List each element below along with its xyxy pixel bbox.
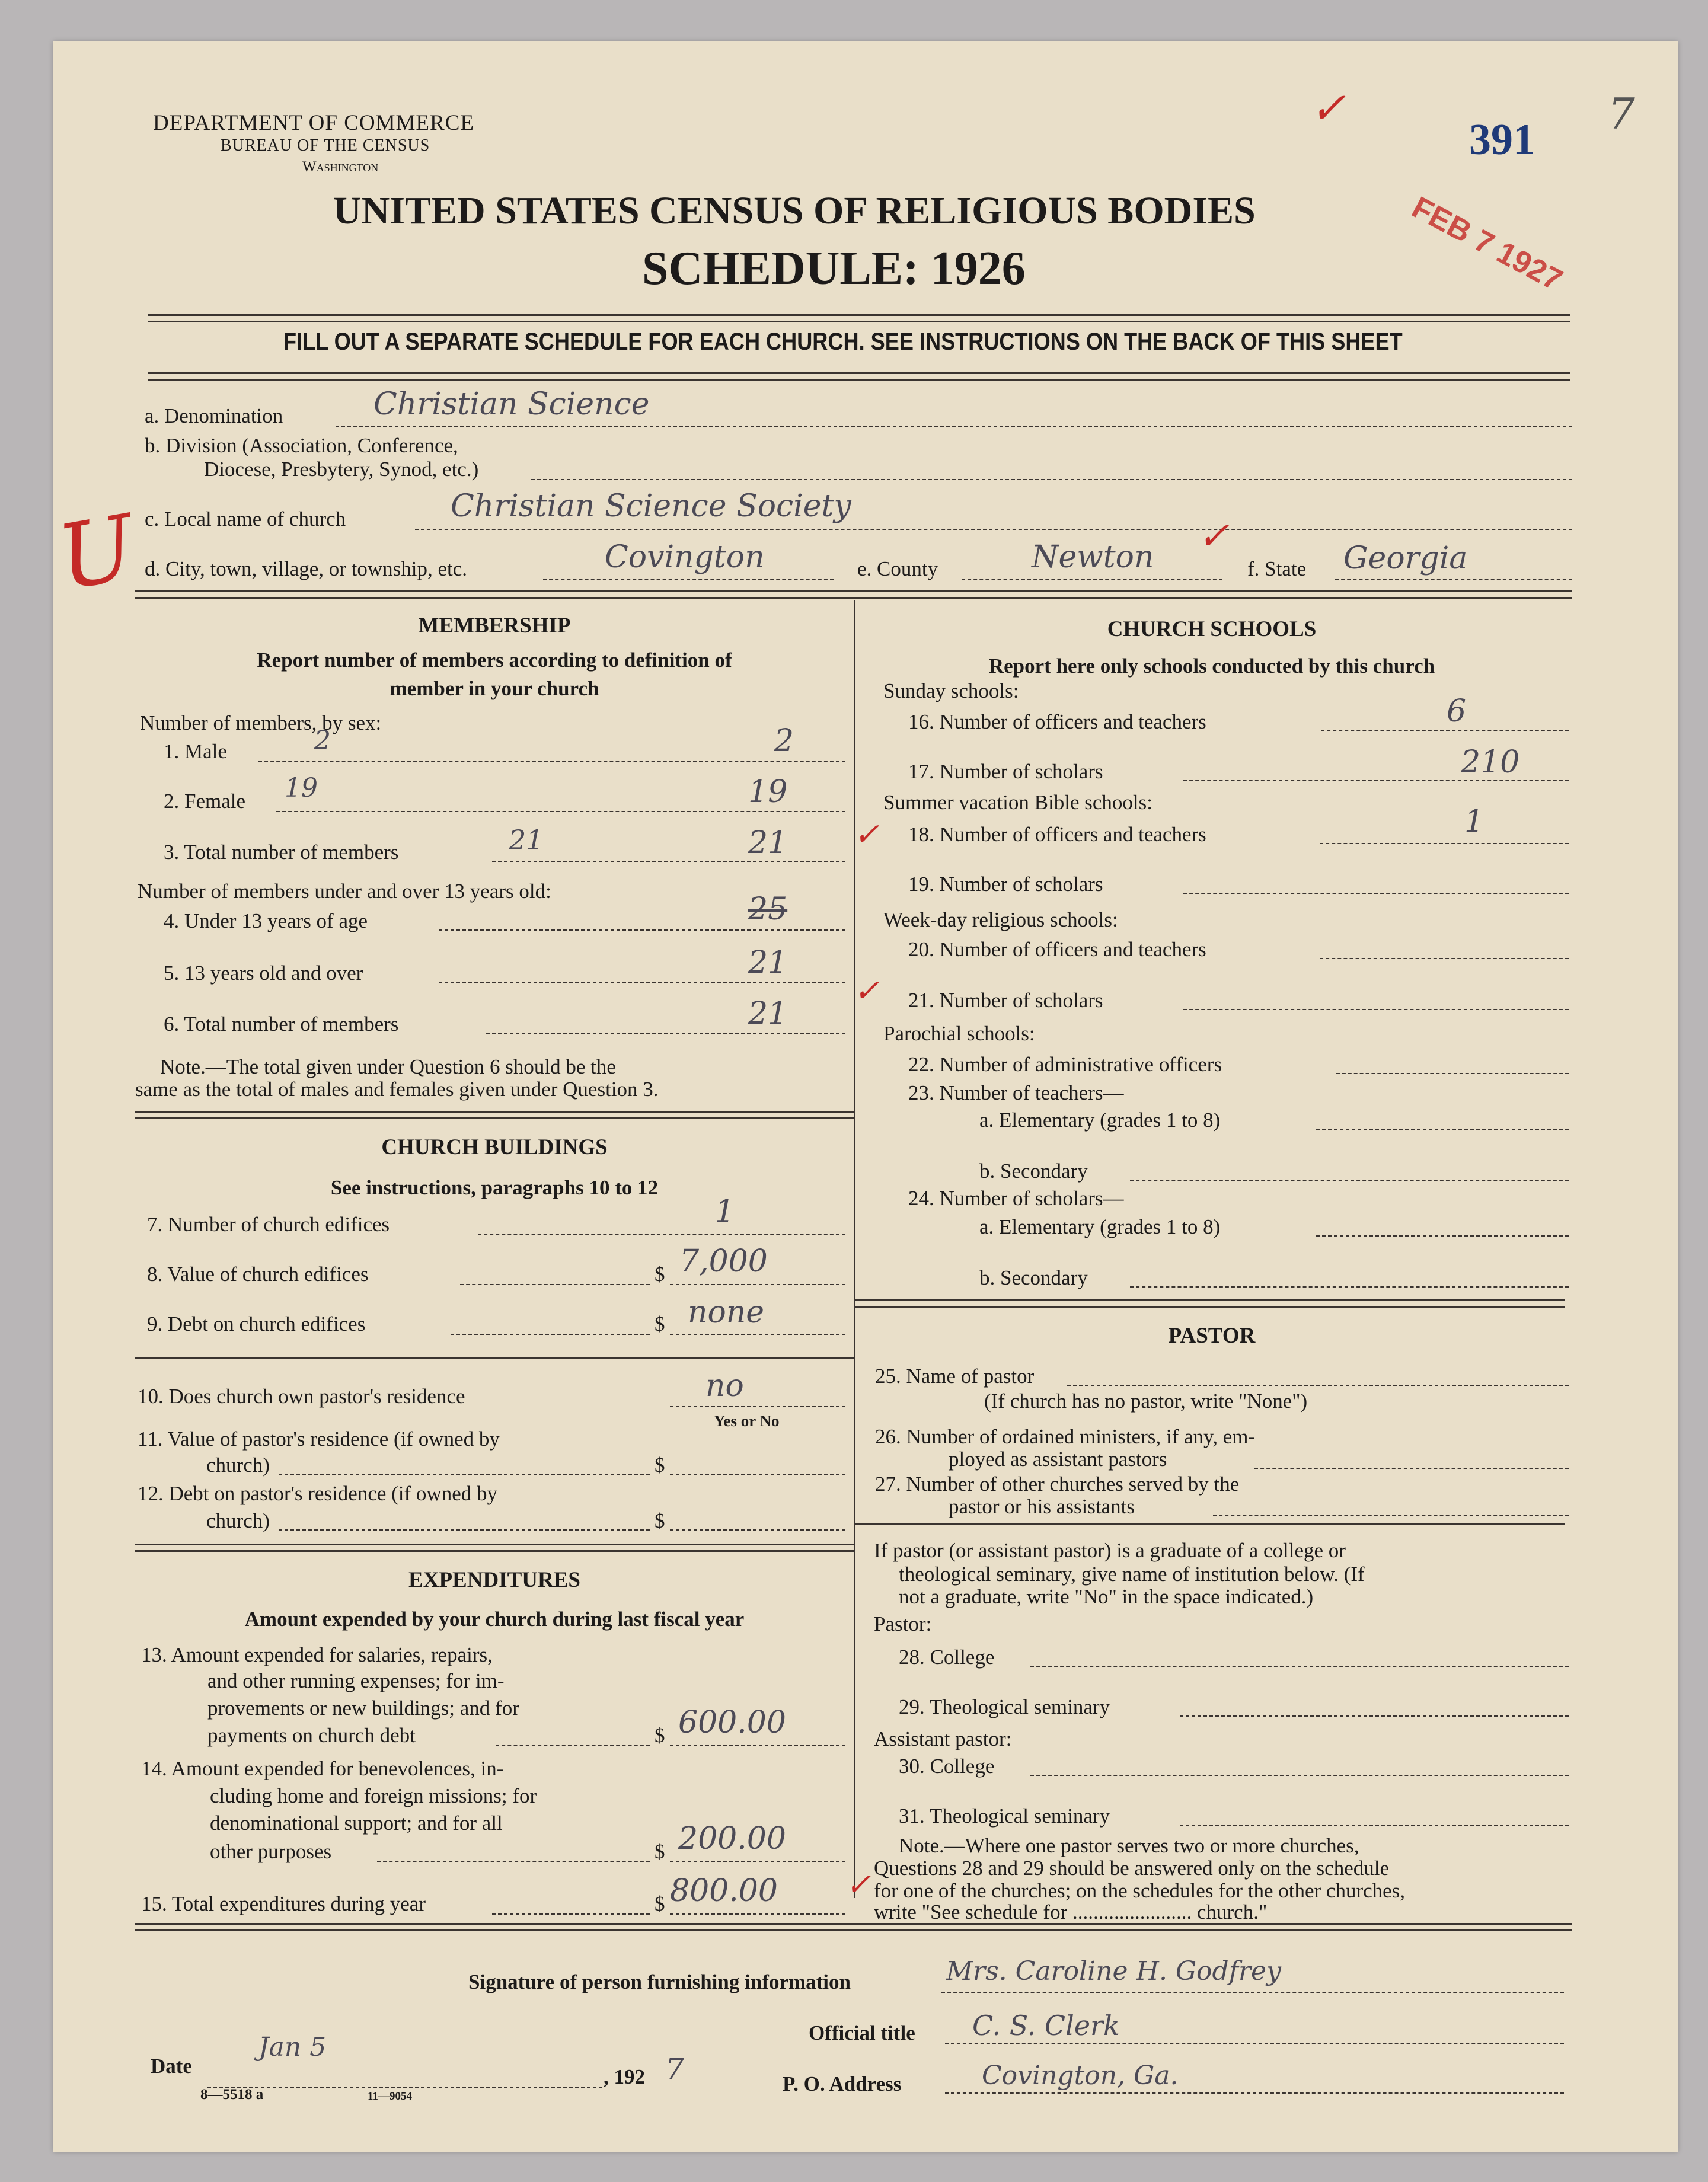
q27-line xyxy=(1213,1515,1569,1516)
q1-male-label: 1. Male xyxy=(164,740,227,763)
q26-label-2: ployed as assistant pastors xyxy=(949,1448,1167,1471)
q23a-line xyxy=(1316,1129,1569,1130)
buildings-heading: CHURCH BUILDINGS xyxy=(381,1135,608,1159)
q8-dollar: $ xyxy=(655,1263,665,1286)
date-label: Date xyxy=(151,2055,192,2078)
county-line xyxy=(962,579,1222,580)
membership-rule xyxy=(135,1111,854,1119)
q14-label-3: denominational support; and for all xyxy=(210,1812,503,1835)
bottom-rule xyxy=(135,1923,1572,1931)
q19-line xyxy=(1183,893,1569,894)
po-address-value[interactable]: Covington, Ga. xyxy=(982,2060,1179,2091)
official-title-line xyxy=(945,2043,1564,2044)
q2-female-value[interactable]: 19 xyxy=(748,774,788,810)
schools-sub: Report here only schools conducted by this church xyxy=(988,654,1435,678)
q9-amount-line xyxy=(670,1334,845,1335)
sunday-schools-label: Sunday schools: xyxy=(883,679,1019,702)
membership-heading: MEMBERSHIP xyxy=(418,614,571,638)
q18-label: 18. Number of officers and teachers xyxy=(908,823,1206,846)
form-number: 8—5518 a xyxy=(200,2087,264,2103)
q20-label: 20. Number of officers and teachers xyxy=(908,938,1206,961)
year-prefix: , 192 xyxy=(604,2065,645,2088)
bureau-city: Washington xyxy=(302,159,379,175)
signature-label: Signature of person furnishing information xyxy=(468,1970,851,1993)
q12-dollar: $ xyxy=(655,1509,665,1532)
division-line xyxy=(531,479,1572,480)
weekday-schools-label: Week-day religious schools: xyxy=(883,908,1118,931)
check-mark-top: ✓ xyxy=(1310,83,1346,133)
q25-label: 25. Name of pastor xyxy=(875,1365,1035,1388)
q8-label: 8. Value of church edifices xyxy=(147,1263,369,1286)
q16-line xyxy=(1321,730,1569,731)
buildings-rule xyxy=(135,1544,854,1552)
form-title: UNITED STATES CENSUS OF RELIGIOUS BODIES xyxy=(333,189,1256,232)
q12-label-1: 12. Debt on pastor's residence (if owned by xyxy=(138,1482,497,1505)
q13-line xyxy=(496,1745,650,1746)
official-title-value[interactable]: C. S. Clerk xyxy=(972,2010,1120,2042)
q6-line xyxy=(486,1033,845,1034)
membership-sub-1: Report number of members according to definition of xyxy=(257,648,732,672)
local-name-line xyxy=(415,529,1572,530)
q26-label-1: 26. Number of ordained ministers, if any, em- xyxy=(875,1425,1256,1448)
q14-amount-line xyxy=(670,1861,845,1862)
q22-label: 22. Number of administrative officers xyxy=(908,1053,1222,1076)
header-rule-top xyxy=(148,314,1570,322)
q14-label-4: other purposes xyxy=(210,1840,332,1863)
po-address-line xyxy=(945,2092,1564,2094)
county-label: e. County xyxy=(857,557,938,580)
q3-total-value[interactable]: 21 xyxy=(748,825,788,861)
graduate-note-1: If pastor (or assistant pastor) is a graduate of a college or xyxy=(874,1539,1346,1562)
q29-line xyxy=(1180,1715,1569,1717)
pastor-note-1: Note.—Where one pastor serves two or more churches, xyxy=(899,1834,1359,1857)
q3-line xyxy=(492,861,845,862)
q5-line xyxy=(439,982,845,983)
q15-line xyxy=(492,1913,650,1915)
pastor-sublabel: Pastor: xyxy=(874,1612,932,1635)
q31-line xyxy=(1180,1825,1569,1826)
under-over-label: Number of members under and over 13 years old: xyxy=(138,880,551,903)
denomination-value[interactable]: Christian Science xyxy=(373,386,650,422)
expenditures-heading: EXPENDITURES xyxy=(408,1568,580,1592)
q23b-label: b. Secondary xyxy=(979,1159,1088,1183)
q23a-label: a. Elementary (grades 1 to 8) xyxy=(979,1108,1221,1132)
q9-value[interactable]: none xyxy=(688,1295,765,1330)
q7-label: 7. Number of church edifices xyxy=(147,1213,390,1236)
q23b-line xyxy=(1130,1180,1569,1181)
q24a-line xyxy=(1316,1235,1569,1237)
q8-value[interactable]: 7,000 xyxy=(679,1244,768,1279)
q5-over13-value[interactable]: 21 xyxy=(748,945,788,980)
city-value[interactable]: Covington xyxy=(605,539,765,575)
q15-amount-line xyxy=(670,1913,845,1915)
q18-line xyxy=(1320,843,1569,844)
members-by-sex-label: Number of members, by sex: xyxy=(140,711,382,734)
q10-label: 10. Does church own pastor's residence xyxy=(138,1385,465,1408)
q9-label: 9. Debt on church edifices xyxy=(147,1312,366,1336)
q7-line xyxy=(478,1234,845,1235)
q22-line xyxy=(1336,1073,1569,1074)
signature-value[interactable]: Mrs. Caroline H. Godfrey xyxy=(946,1956,1281,1986)
q15-value[interactable]: 800.00 xyxy=(670,1873,778,1909)
graduate-note-3: not a graduate, write "No" in the space indicated.) xyxy=(899,1585,1314,1608)
q6-check-mark: ✓ xyxy=(854,973,880,1009)
q8-amount-line xyxy=(670,1284,845,1285)
q4-line xyxy=(439,929,845,931)
q29-label: 29. Theological seminary xyxy=(899,1695,1110,1718)
graduate-note-2: theological seminary, give name of institution below. (If xyxy=(899,1563,1365,1586)
q13-label-1: 13. Amount expended for salaries, repairs, xyxy=(141,1643,493,1666)
q5-over13-label: 5. 13 years old and over xyxy=(164,961,363,985)
q31-label: 31. Theological seminary xyxy=(899,1804,1110,1828)
corner-mark: 7 xyxy=(1608,89,1635,139)
q17-value[interactable]: 210 xyxy=(1461,745,1520,780)
q11-line xyxy=(279,1474,650,1475)
division-label-cont: Diocese, Presbytery, Synod, etc.) xyxy=(204,458,479,481)
q14-label-2: cluding home and foreign missions; for xyxy=(210,1784,537,1807)
q11-amount-line xyxy=(670,1474,845,1475)
schools-heading: CHURCH SCHOOLS xyxy=(1107,617,1317,641)
county-check-mark: ✓ xyxy=(1198,515,1230,558)
yes-no-hint: Yes or No xyxy=(714,1412,780,1430)
q11-dollar: $ xyxy=(655,1453,665,1477)
q6-total-label: 6. Total number of members xyxy=(164,1012,399,1036)
q28-label: 28. College xyxy=(899,1646,995,1669)
header-rule-bottom xyxy=(148,372,1570,381)
pastor-note-4: write "See schedule for ....................... church." xyxy=(874,1900,1268,1924)
state-value[interactable]: Georgia xyxy=(1343,541,1468,576)
expenditures-sub: Amount expended by your church during last fiscal year xyxy=(244,1608,745,1631)
local-name-value[interactable]: Christian Science Society xyxy=(451,488,851,524)
q12-line xyxy=(279,1529,650,1531)
q23-label: 23. Number of teachers— xyxy=(908,1081,1124,1104)
print-number: 11—9054 xyxy=(368,2090,412,2103)
year-digit[interactable]: 7 xyxy=(665,2052,684,2087)
division-label: b. Division (Association, Conference, xyxy=(145,434,458,457)
q28-line xyxy=(1030,1666,1569,1667)
pastor-note-2: Questions 28 and 29 should be answered only on the schedule xyxy=(874,1857,1390,1880)
signature-line xyxy=(941,1992,1564,1993)
local-name-label: c. Local name of church xyxy=(145,507,346,531)
margin-u-mark: U xyxy=(50,496,143,611)
q1-line xyxy=(258,761,845,762)
buildings-sub: See instructions, paragraphs 10 to 12 xyxy=(330,1176,659,1199)
q12-label-2: church) xyxy=(206,1509,270,1532)
q1-male-pre: 2 xyxy=(314,726,331,756)
stamp-number: 391 xyxy=(1469,116,1535,164)
q30-label: 30. College xyxy=(899,1755,995,1778)
denomination-line xyxy=(336,426,1572,427)
q27-label-2: pastor or his assistants xyxy=(949,1495,1135,1518)
q14-dollar: $ xyxy=(655,1840,665,1863)
column-divider xyxy=(854,600,855,1898)
q7-value[interactable]: 1 xyxy=(715,1194,735,1229)
q13-label-2: and other running expenses; for im- xyxy=(207,1669,505,1692)
po-address-label: P. O. Address xyxy=(783,2072,902,2095)
denomination-label: a. Denomination xyxy=(145,404,283,427)
county-value[interactable]: Newton xyxy=(1032,539,1154,575)
membership-note-1: Note.—The total given under Question 6 should be the xyxy=(160,1055,616,1078)
q24-label: 24. Number of scholars— xyxy=(908,1187,1124,1210)
q11-label-1: 11. Value of pastor's residence (if owned by xyxy=(138,1427,500,1451)
q8-line xyxy=(460,1284,650,1285)
q9-rule xyxy=(135,1357,854,1359)
q18-value[interactable]: 1 xyxy=(1464,804,1484,839)
official-title-label: Official title xyxy=(809,2021,915,2044)
q25-note: (If church has no pastor, write "None") xyxy=(984,1389,1308,1413)
date-value[interactable]: Jan 5 xyxy=(258,2032,327,2062)
q4-under13-label: 4. Under 13 years of age xyxy=(164,909,368,932)
bureau-title: BUREAU OF THE CENSUS xyxy=(221,136,430,155)
section-rule-top xyxy=(135,590,1572,599)
pastor-note-3: for one of the churches; on the schedules for the other churches, xyxy=(874,1879,1406,1902)
assistant-pastor-sublabel: Assistant pastor: xyxy=(874,1727,1012,1750)
q10-value[interactable]: no xyxy=(705,1368,744,1404)
q16-value[interactable]: 6 xyxy=(1447,694,1467,729)
pastor-rule xyxy=(854,1523,1565,1525)
q15-label: 15. Total expenditures during year xyxy=(141,1892,426,1915)
department-title: DEPARTMENT OF COMMERCE xyxy=(153,111,474,135)
q9-dollar: $ xyxy=(655,1312,665,1336)
q21-line xyxy=(1183,1009,1569,1010)
membership-sub-2: member in your church xyxy=(390,677,599,700)
q14-label-1: 14. Amount expended for benevolences, in- xyxy=(141,1757,504,1780)
q13-label-3: provements or new buildings; and for xyxy=(207,1697,519,1720)
state-label: f. State xyxy=(1247,557,1307,580)
q3-total-pre: 21 xyxy=(509,824,544,856)
membership-note-2: same as the total of males and females given under Question 3. xyxy=(135,1078,659,1101)
received-date-stamp: FEB 7 1927 xyxy=(1406,190,1568,298)
schools-rule xyxy=(854,1299,1565,1308)
q2-line xyxy=(276,811,845,812)
q15-dollar: $ xyxy=(655,1892,665,1915)
q26-line xyxy=(1254,1468,1569,1469)
q2-female-pre: 19 xyxy=(285,773,318,803)
parochial-schools-label: Parochial schools: xyxy=(883,1022,1035,1045)
q21-label: 21. Number of scholars xyxy=(908,989,1103,1012)
q25-line xyxy=(1067,1385,1569,1386)
q30-line xyxy=(1030,1775,1569,1776)
q27-label-1: 27. Number of other churches served by the xyxy=(875,1472,1240,1496)
city-line xyxy=(543,579,834,580)
q15-check-mark: ✓ xyxy=(845,1867,871,1903)
q19-label: 19. Number of scholars xyxy=(908,873,1103,896)
q16-label: 16. Number of officers and teachers xyxy=(908,710,1206,733)
q24b-label: b. Secondary xyxy=(979,1266,1088,1289)
q2-female-label: 2. Female xyxy=(164,790,246,813)
q14-value[interactable]: 200.00 xyxy=(678,1821,786,1857)
schedule-title: SCHEDULE: 1926 xyxy=(642,242,1026,295)
q12-amount-line xyxy=(670,1529,845,1531)
q13-value[interactable]: 600.00 xyxy=(678,1705,786,1740)
state-line xyxy=(1335,579,1572,580)
q3-check-mark: ✓ xyxy=(854,817,880,852)
q13-label-4: payments on church debt xyxy=(207,1724,416,1747)
q20-line xyxy=(1320,958,1569,959)
q11-label-2: church) xyxy=(206,1453,270,1477)
date-line xyxy=(207,2087,602,2088)
summer-schools-label: Summer vacation Bible schools: xyxy=(883,791,1152,814)
q14-line xyxy=(377,1861,650,1862)
q17-label: 17. Number of scholars xyxy=(908,760,1103,783)
q24a-label: a. Elementary (grades 1 to 8) xyxy=(979,1215,1221,1238)
q6-total-value[interactable]: 21 xyxy=(748,996,788,1031)
q3-total-label: 3. Total number of members xyxy=(164,841,399,864)
q17-line xyxy=(1183,780,1569,781)
city-label: d. City, town, village, or township, etc. xyxy=(145,557,468,580)
pastor-heading: PASTOR xyxy=(1168,1324,1256,1348)
q10-line xyxy=(670,1406,845,1407)
q4-under13-value[interactable]: 25 xyxy=(748,892,788,927)
q13-amount-line xyxy=(670,1745,845,1746)
separate-schedule-instruction: FILL OUT A SEPARATE SCHEDULE FOR EACH CHURCH. SEE INSTRUCTIONS ON THE BACK OF THIS SHEET xyxy=(283,327,1403,355)
q1-male-value[interactable]: 2 xyxy=(774,723,794,759)
q9-line xyxy=(451,1334,650,1335)
q24b-line xyxy=(1130,1286,1569,1288)
q13-dollar: $ xyxy=(655,1724,665,1747)
